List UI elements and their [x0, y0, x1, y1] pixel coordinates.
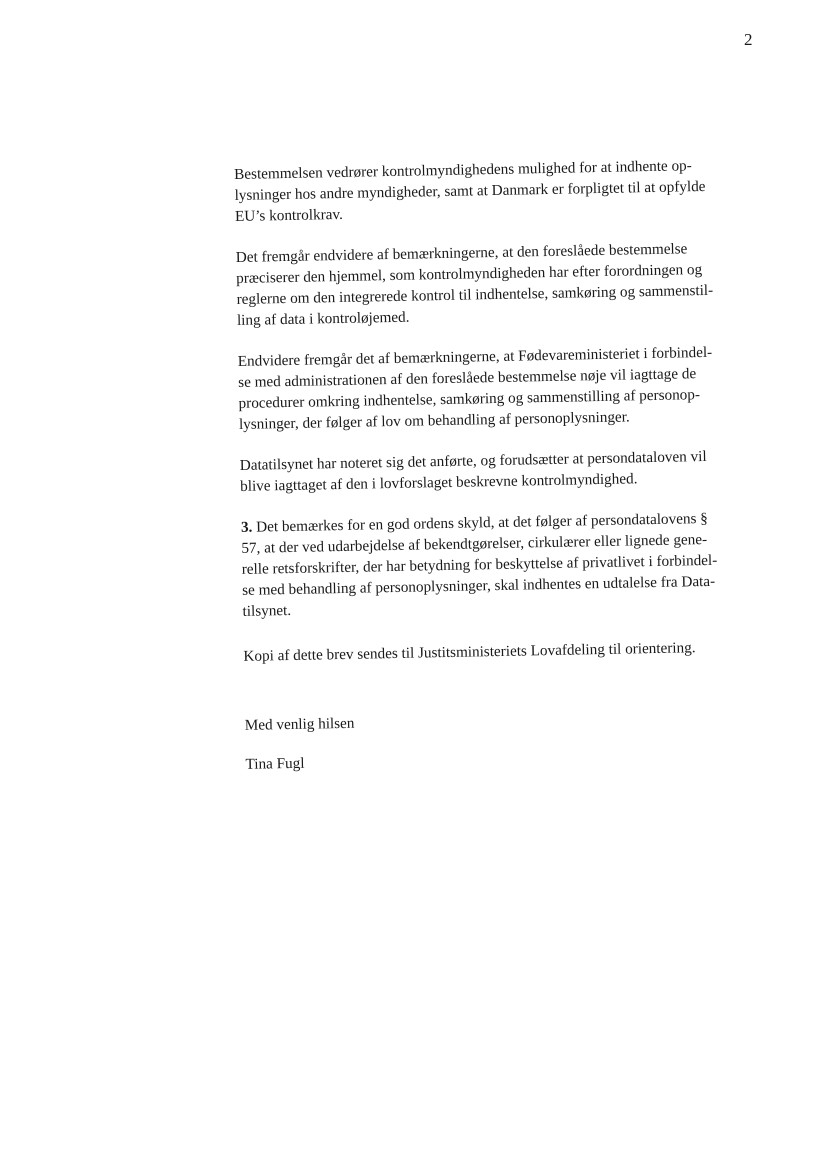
text-line: blive iagttaget af den i lovforslaget beskrevne kontrolmyndighed.: [240, 470, 638, 495]
paragraph-4: [240, 445, 781, 497]
signature-name: Tina Fugl: [245, 754, 305, 773]
text-line: lysninger hos andre myndigheder, samt at Danmark er forpligtet til at opfylde: [234, 177, 706, 204]
paragraph-5: [241, 507, 783, 622]
text-line: ling af data i kontroløjemed.: [236, 308, 410, 329]
paragraph-1: [234, 154, 775, 227]
text-line: præciserer den hjemmel, som kontrolmyndigheden har efter forordningen og: [236, 261, 703, 287]
text-line: reglerne om den integrerede kontrol til indhentelse, samkøring og sammenstil-: [236, 281, 714, 308]
text-line: Kopi af dette brev sendes til Justitsministeriets Lovafdeling til orientering.: [243, 639, 696, 665]
text-line: 57, at der ved udarbejdelse af bekendtgørelser, cirkulærer eller lignede gene-: [241, 530, 708, 557]
text-line: Det fremgår endvidere af bemærkningerne, at den foreslåede bestemmelse: [235, 240, 688, 266]
text-line: Bestemmelsen vedrører kontrolmyndighedens mulighed for at indhente op-: [234, 157, 692, 183]
text-line: relle retsforskrifter, der har betydning for beskyttelse af privatlivet i forbindel-: [241, 551, 718, 578]
text-line: procedurer omkring indhentelse, samkøring og sammenstilling af personop-: [238, 386, 701, 412]
section-number: 3.: [240, 518, 253, 536]
paragraph-2: [236, 237, 778, 331]
text-line: Endvidere fremgår det af bemærkningerne, at Fødevareministeriet i forbindel-: [237, 343, 713, 370]
text-line: se med administrationen af den foreslåede bestemmelse nøje vil iagttage de: [238, 365, 697, 391]
text-line: lysninger, der følger af lov om behandling af personoplysninger.: [238, 408, 630, 433]
text-line-content: Det bemærkes for en god ordens skyld, at det følger af persondatalovens §: [252, 509, 708, 536]
text-line: tilsynet.: [242, 601, 292, 620]
text-line: se med behandling af personoplysninger, skal indhentes en udtalelse fra Data-: [242, 572, 716, 599]
text-line: EU’s kontrolkrav.: [234, 205, 343, 225]
copy-notice: [243, 636, 783, 667]
closing-salutation: Med venlig hilsen: [244, 714, 355, 734]
page-number: 2: [744, 30, 753, 49]
text-line: Datatilsynet har noteret sig det anførte, og forudsætter at persondataloven vil: [239, 447, 707, 474]
paragraph-3: [238, 341, 780, 435]
letter-body: [234, 154, 786, 775]
